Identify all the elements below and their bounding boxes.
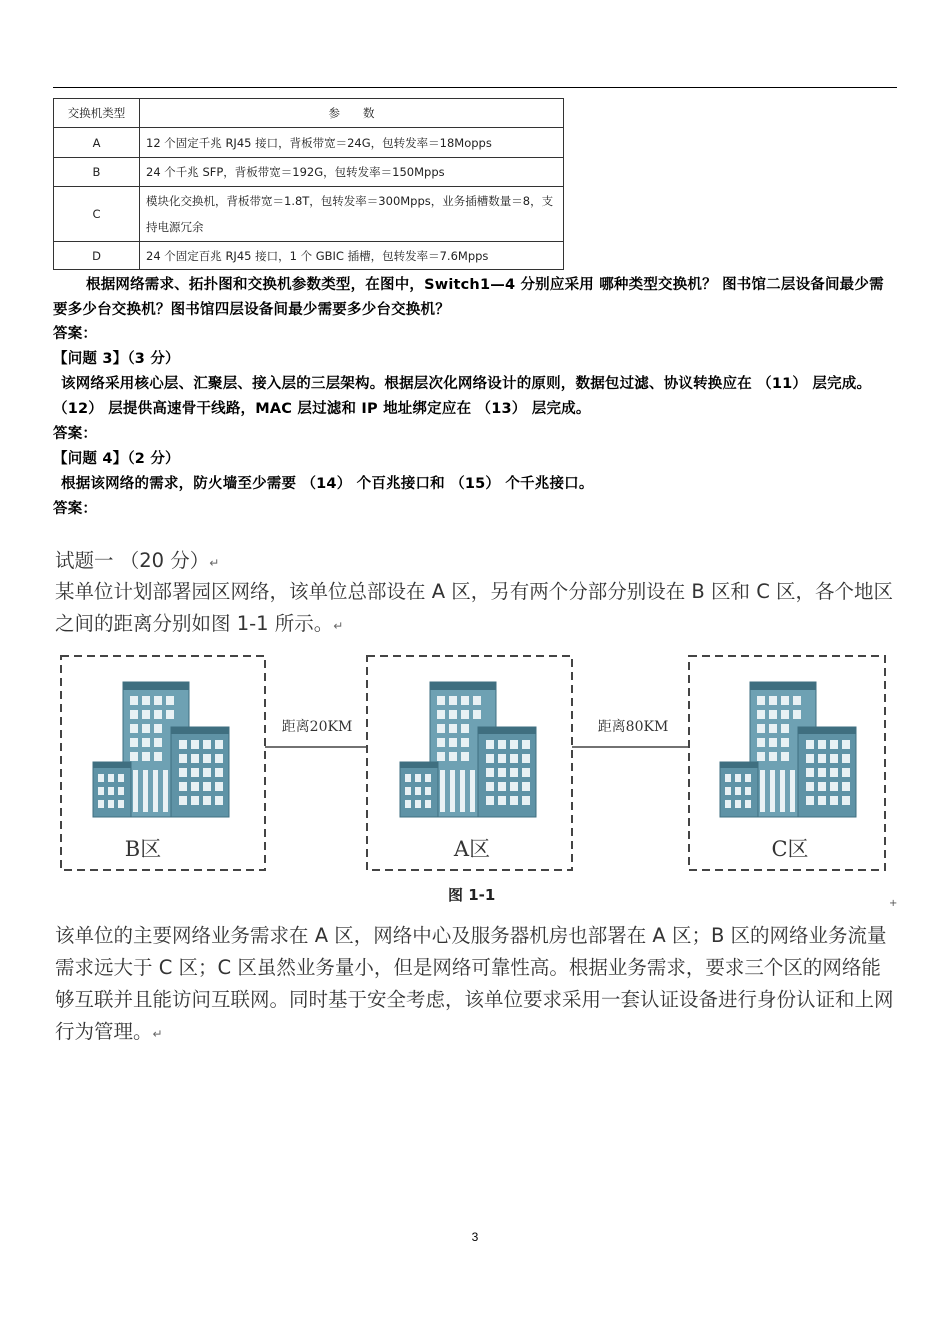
distance-label: 距离80KM bbox=[597, 719, 669, 735]
exam-question-title: 试题一 （20 分）↵ bbox=[55, 549, 220, 572]
zone-a bbox=[367, 656, 572, 870]
table-header-row bbox=[54, 99, 564, 128]
col-header-param: 参 数 bbox=[140, 99, 564, 128]
question-4-text: 根据该网络的需求，防火墙至少需要 （14） 个百兆接口和 （15） 个千兆接口。 bbox=[61, 476, 594, 492]
cell-param: 24 个千兆 SFP，背板带宽＝192G，包转发率＝150Mpps bbox=[140, 158, 564, 187]
answer-label: 答案： bbox=[53, 326, 98, 342]
building-icon bbox=[400, 682, 536, 817]
cell-param: 12 个固定千兆 RJ45 接口，背板带宽＝24G，包转发率＝18Mopps bbox=[140, 128, 564, 158]
cell-type: B bbox=[54, 158, 140, 187]
zone-b bbox=[61, 656, 265, 870]
return-mark: ↵ bbox=[152, 1027, 163, 1041]
zone-label: A区 bbox=[453, 837, 491, 861]
cell-type: A bbox=[54, 128, 140, 158]
link-a-c bbox=[572, 719, 689, 747]
cell-param: 模块化交换机，背板带宽＝1.8T，包转发率＝300Mpps，业务插槽数量＝8，支持电源冗余 bbox=[140, 187, 564, 242]
question-3-text: 该网络采用核心层、汇聚层、接入层的三层架构。根据层次化网络设计的原则，数据包过滤、协议转换应在 （11） 层完成。 （12） 层提供高速骨干线路，MAC 层过滤和 IP 地址绑定应在 （13） 层完成。 bbox=[53, 376, 872, 417]
cell-type: D bbox=[54, 242, 140, 270]
figure-caption: 图 1-1 bbox=[448, 886, 496, 904]
zone-label: C区 bbox=[771, 837, 809, 861]
question-3-heading: 【问题 3】（3 分） bbox=[53, 351, 180, 367]
exam-intro: 某单位计划部署园区网络，该单位总部设在 A 区，另有两个分部分别设在 B 区和 C 区，各个地区之间的距离分别如图 1-1 所示。↵ bbox=[55, 580, 894, 635]
cell-type: C bbox=[54, 187, 140, 242]
switch-type-table bbox=[53, 98, 564, 270]
plus-mark: + bbox=[889, 898, 898, 909]
link-b-a bbox=[265, 719, 367, 747]
table-row bbox=[54, 128, 564, 158]
answer-label: 答案： bbox=[53, 426, 98, 442]
exam-body: 该单位的主要网络业务需求在 A 区，网络中心及服务器机房也部署在 A 区；B 区的网络业务流量需求远大于 C 区；C 区虽然业务量小，但是网络可靠性高。根据业务需求，要求三个区的网络能够互联并且能访问互联网。同时基于安全考虑，该单位要求采用一套认证设备进行身份认证和上网行为管理。↵ bbox=[55, 924, 894, 1043]
answer-label: 答案： bbox=[53, 501, 98, 517]
building-icon bbox=[720, 682, 856, 817]
campus-distance-figure bbox=[55, 650, 895, 878]
page-number: 3 bbox=[471, 1230, 479, 1244]
zone-label: B区 bbox=[124, 837, 162, 861]
distance-label: 距离20KM bbox=[281, 719, 353, 735]
question-4-heading: 【问题 4】（2 分） bbox=[53, 451, 180, 467]
zone-c bbox=[689, 656, 885, 870]
return-mark: ↵ bbox=[333, 619, 344, 633]
table-row bbox=[54, 158, 564, 187]
question-2-text: 根据网络需求、拓扑图和交换机参数类型，在图中，Switch1—4 分别应采用 哪种类型交换机？ 图书馆二层设备间最少需要多少台交换机？图书馆四层设备间最少需要多少台交换机？ bbox=[53, 277, 884, 318]
building-icon bbox=[93, 682, 229, 817]
table-row bbox=[54, 242, 564, 270]
cell-param: 24 个固定百兆 RJ45 接口，1 个 GBIC 插槽，包转发率＝7.6Mpps bbox=[140, 242, 564, 270]
table-row bbox=[54, 187, 564, 242]
header-rule bbox=[53, 87, 897, 88]
return-mark: ↵ bbox=[209, 556, 220, 570]
col-header-type: 交换机类型 bbox=[54, 99, 140, 128]
